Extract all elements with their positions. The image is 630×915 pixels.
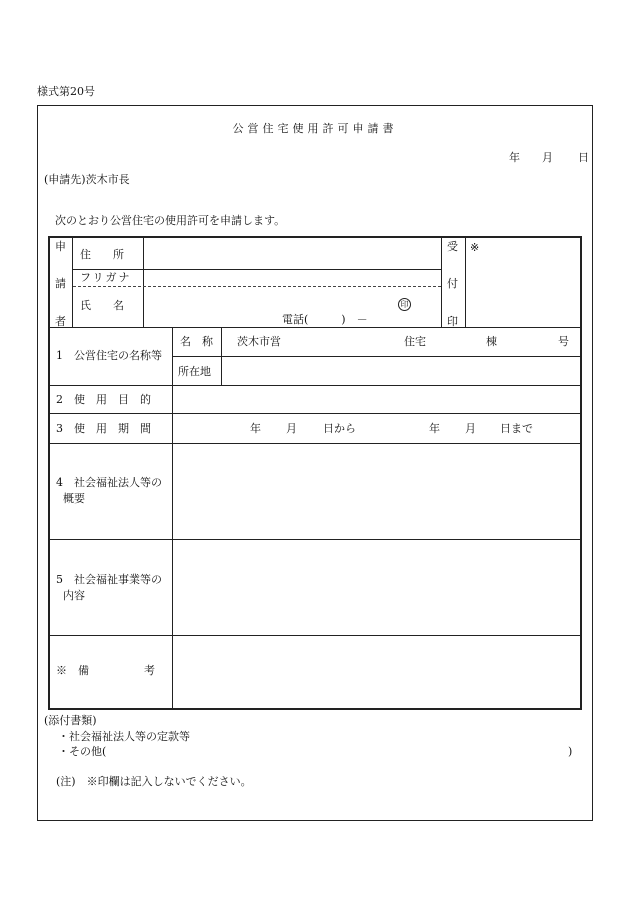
addressee: (申請先)茨木市長 — [44, 173, 130, 186]
form-number: 様式第20号 — [37, 85, 95, 98]
furigana-label: フリガナ — [80, 271, 132, 284]
content-label-line2: 内容 — [63, 589, 85, 602]
receipt-label-3: 印 — [447, 315, 458, 328]
applicant-side-1: 申 — [55, 240, 66, 253]
period-day-2: 日まで — [500, 422, 533, 435]
receipt-note-mark: ※ — [470, 241, 480, 254]
intro-text: 次のとおり公営住宅の使用許可を申請します。 — [55, 214, 286, 227]
period-month-2: 月 — [465, 422, 476, 435]
date-month: 月 — [542, 151, 553, 164]
housing-jutaku: 住宅 — [404, 335, 426, 348]
housing-location-label: 所在地 — [178, 365, 211, 378]
housing-label: 1 公営住宅の名称等 — [56, 349, 162, 362]
attachment-close-paren: ) — [568, 745, 573, 758]
name-label: 氏 名 — [80, 299, 124, 312]
applicant-side-2: 請 — [55, 277, 66, 290]
outline-label-line1: 4 社会福祉法人等の — [56, 476, 162, 489]
housing-name-value: 茨木市営 — [237, 335, 281, 348]
housing-name-label: 名 称 — [180, 335, 213, 348]
housing-tou: 棟 — [486, 335, 497, 348]
date-day: 日 — [578, 151, 589, 164]
date-year: 年 — [509, 151, 520, 164]
purpose-label: 2 使 用 目 的 — [56, 393, 151, 406]
applicant-side-3: 者 — [55, 315, 66, 328]
receipt-label-1: 受 — [447, 240, 458, 253]
period-day-1: 日から — [323, 422, 356, 435]
period-month-1: 月 — [286, 422, 297, 435]
phone-field: 電話( ) － — [282, 313, 368, 326]
period-year-2: 年 — [429, 422, 440, 435]
remarks-label: ※ 備 考 — [56, 664, 155, 677]
attachment-item-1: ・社会福祉法人等の定款等 — [58, 730, 190, 743]
seal-mark: 印 — [398, 298, 411, 311]
attachment-item-2: ・その他( — [58, 745, 107, 758]
page-title: 公営住宅使用許可申請書 — [232, 122, 398, 135]
content-label-line1: 5 社会福祉事業等の — [56, 573, 162, 586]
outline-label-line2: 概要 — [63, 492, 85, 505]
address-label: 住 所 — [80, 248, 124, 261]
housing-gou: 号 — [558, 335, 569, 348]
period-year-1: 年 — [250, 422, 261, 435]
footnote: (注) ※印欄は記入しないでください。 — [56, 775, 252, 788]
receipt-label-2: 付 — [447, 277, 458, 290]
period-label: 3 使 用 期 間 — [56, 422, 151, 435]
application-table — [48, 236, 582, 710]
attachments-heading: (添付書類) — [44, 714, 97, 727]
